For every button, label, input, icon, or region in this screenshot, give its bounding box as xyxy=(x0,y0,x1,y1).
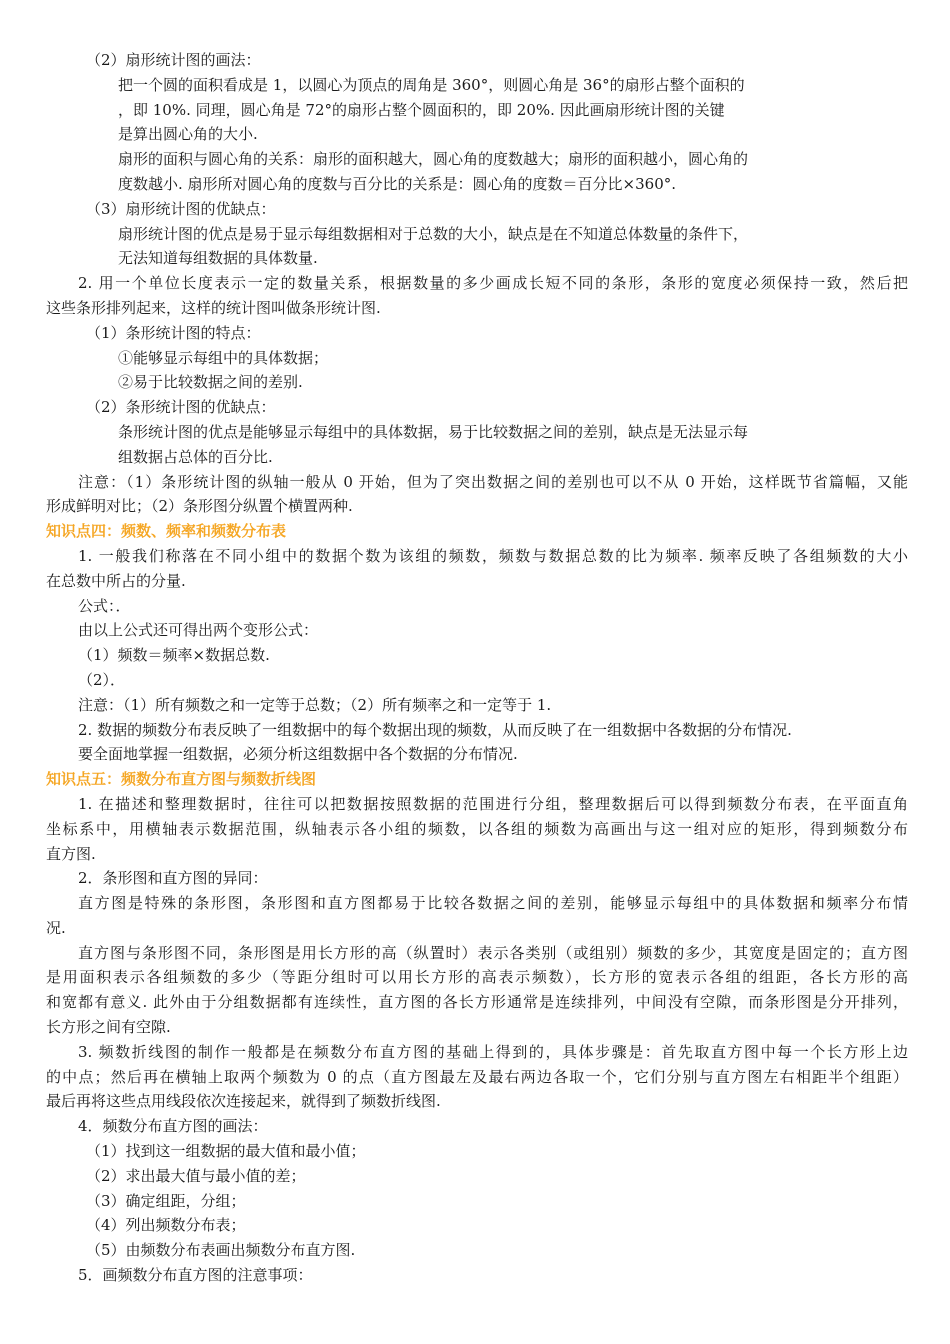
text-line: 1. 在描述和整理数据时，往往可以把数据按照数据的范围进行分组，整理数据后可以得到频数分布表，在平面直角 xyxy=(78,794,908,813)
text-line: ①能够显示每组中的具体数据； xyxy=(118,348,329,367)
text-line: ②易于比较数据之间的差别. xyxy=(118,373,303,392)
text-line: 在总数中所占的分量. xyxy=(46,571,186,590)
text-line: 直方图是特殊的条形图，条形图和直方图都易于比较各数据之间的差别，能够显示每组中的具体数据和频率分布情 xyxy=(78,894,908,913)
text-line: （3）确定组距，分组； xyxy=(86,1191,246,1210)
text-line: （1）找到这一组数据的最大值和最小值； xyxy=(86,1142,366,1161)
text-line: 坐标系中，用横轴表示数据范围，纵轴表示各小组的频数，以各组的频数为高画出与这一组对应的矩形，得到频数分布 xyxy=(46,819,908,838)
text-line: 是算出圆心角的大小. xyxy=(118,125,258,144)
text-line: 注意：（1）所有频数之和一定等于总数；（2）所有频率之和一定等于 1. xyxy=(78,695,552,714)
text-line: （2）条形统计图的优缺点： xyxy=(86,398,276,417)
text-line: 要全面地掌握一组数据，必须分析这组数据中各个数据的分布情况. xyxy=(78,745,518,764)
text-line: 扇形统计图的优点是易于显示每组数据相对于总数的大小，缺点是在不知道总体数量的条件下， xyxy=(118,224,749,243)
text-line: 2．条形图和直方图的异同： xyxy=(78,869,268,888)
text-line: 2. 用一个单位长度表示一定的数量关系，根据数量的多少画成长短不同的条形，条形的宽度必须保持一致，然后把 xyxy=(78,274,908,293)
text-line: （1）条形统计图的特点： xyxy=(86,323,261,342)
text-line: 把一个圆的面积看成是 1，以圆心为顶点的周角是 360°，则圆心角是 36°的扇形占整个面积的 xyxy=(118,75,745,94)
text-line: 由以上公式还可得出两个变形公式： xyxy=(78,621,319,640)
section-heading: 知识点四：频数、频率和频数分布表 xyxy=(46,522,287,541)
document-page xyxy=(46,48,908,1288)
text-line: 最后再将这些点用线段依次连接起来，就得到了频数折线图. xyxy=(46,1092,441,1111)
text-line: 公式：． xyxy=(78,596,131,615)
text-line: 注意：（1）条形统计图的纵轴一般从 0 开始，但为了突出数据之间的差别也可以不从 0 开始，这样既节省篇幅，又能 xyxy=(78,472,908,491)
text-line: （4）列出频数分布表； xyxy=(86,1216,246,1235)
text-line: 3. 频数折线图的制作一般都是在频数分布直方图的基础上得到的，具体步骤是：首先取直方图中每一个长方形上边 xyxy=(78,1042,908,1061)
text-line: 的中点；然后再在横轴上取两个频数为 0 的点（直方图最左及最右两边各取一个，它们分别与直方图左右相距半个组距） xyxy=(46,1067,908,1086)
text-line: 是用面积表示各组频数的多少（等距分组时可以用长方形的高表示频数），长方形的宽表示各组的组距，各长方形的高 xyxy=(46,968,908,987)
text-line: 况. xyxy=(46,918,66,937)
text-line: 5．画频数分布直方图的注意事项： xyxy=(78,1266,313,1285)
text-line: 直方图. xyxy=(46,844,96,863)
text-line: 2. 数据的频数分布表反映了一组数据中的每个数据出现的频数，从而反映了在一组数据中各数据的分布情况. xyxy=(78,720,792,739)
text-line: 4．频数分布直方图的画法： xyxy=(78,1117,268,1136)
text-line: 1. 一般我们称落在不同小组中的数据个数为该组的频数，频数与数据总数的比为频率. 频率反映了各组频数的大小 xyxy=(78,546,908,565)
text-line: 扇形的面积与圆心角的关系：扇形的面积越大，圆心角的度数越大；扇形的面积越小，圆心角的 xyxy=(118,150,749,169)
text-line: （2）． xyxy=(78,670,126,689)
text-line: 和宽都有意义. 此外由于分组数据都有连续性，直方图的各长方形通常是连续排列，中间没有空隙，而条形图是分开排列， xyxy=(46,993,908,1012)
text-line: 长方形之间有空隙. xyxy=(46,1018,171,1037)
text-line: ，即 10%. 同理，圆心角是 72°的扇形占整个圆面积的，即 20%. 因此画扇形统计图的关键 xyxy=(118,100,725,119)
text-line: 组数据占总体的百分比. xyxy=(118,447,273,466)
text-line: 形成鲜明对比；（2）条形图分纵置个横置两种. xyxy=(46,497,353,516)
text-line: 这些条形排列起来，这样的统计图叫做条形统计图. xyxy=(46,298,381,317)
text-line: （1）频数＝频率×数据总数. xyxy=(78,646,270,665)
text-line: 条形统计图的优点是能够显示每组中的具体数据，易于比较数据之间的差别，缺点是无法显示每 xyxy=(118,422,749,441)
section-heading: 知识点五：频数分布直方图与频数折线图 xyxy=(46,770,317,789)
text-line: （2）求出最大值与最小值的差； xyxy=(86,1166,306,1185)
text-line: 直方图与条形图不同，条形图是用长方形的高（纵置时）表示各类别（或组别）频数的多少，其宽度是固定的；直方图 xyxy=(78,943,908,962)
text-line: （5）由频数分布表画出频数分布直方图. xyxy=(86,1241,356,1260)
text-line: 无法知道每组数据的具体数量. xyxy=(118,249,318,268)
text-line: （3）扇形统计图的优缺点： xyxy=(86,199,276,218)
text-line: （2）扇形统计图的画法： xyxy=(86,51,261,69)
text-line: 度数越小. 扇形所对圆心角的度数与百分比的关系是：圆心角的度数＝百分比×360°. xyxy=(118,174,677,193)
